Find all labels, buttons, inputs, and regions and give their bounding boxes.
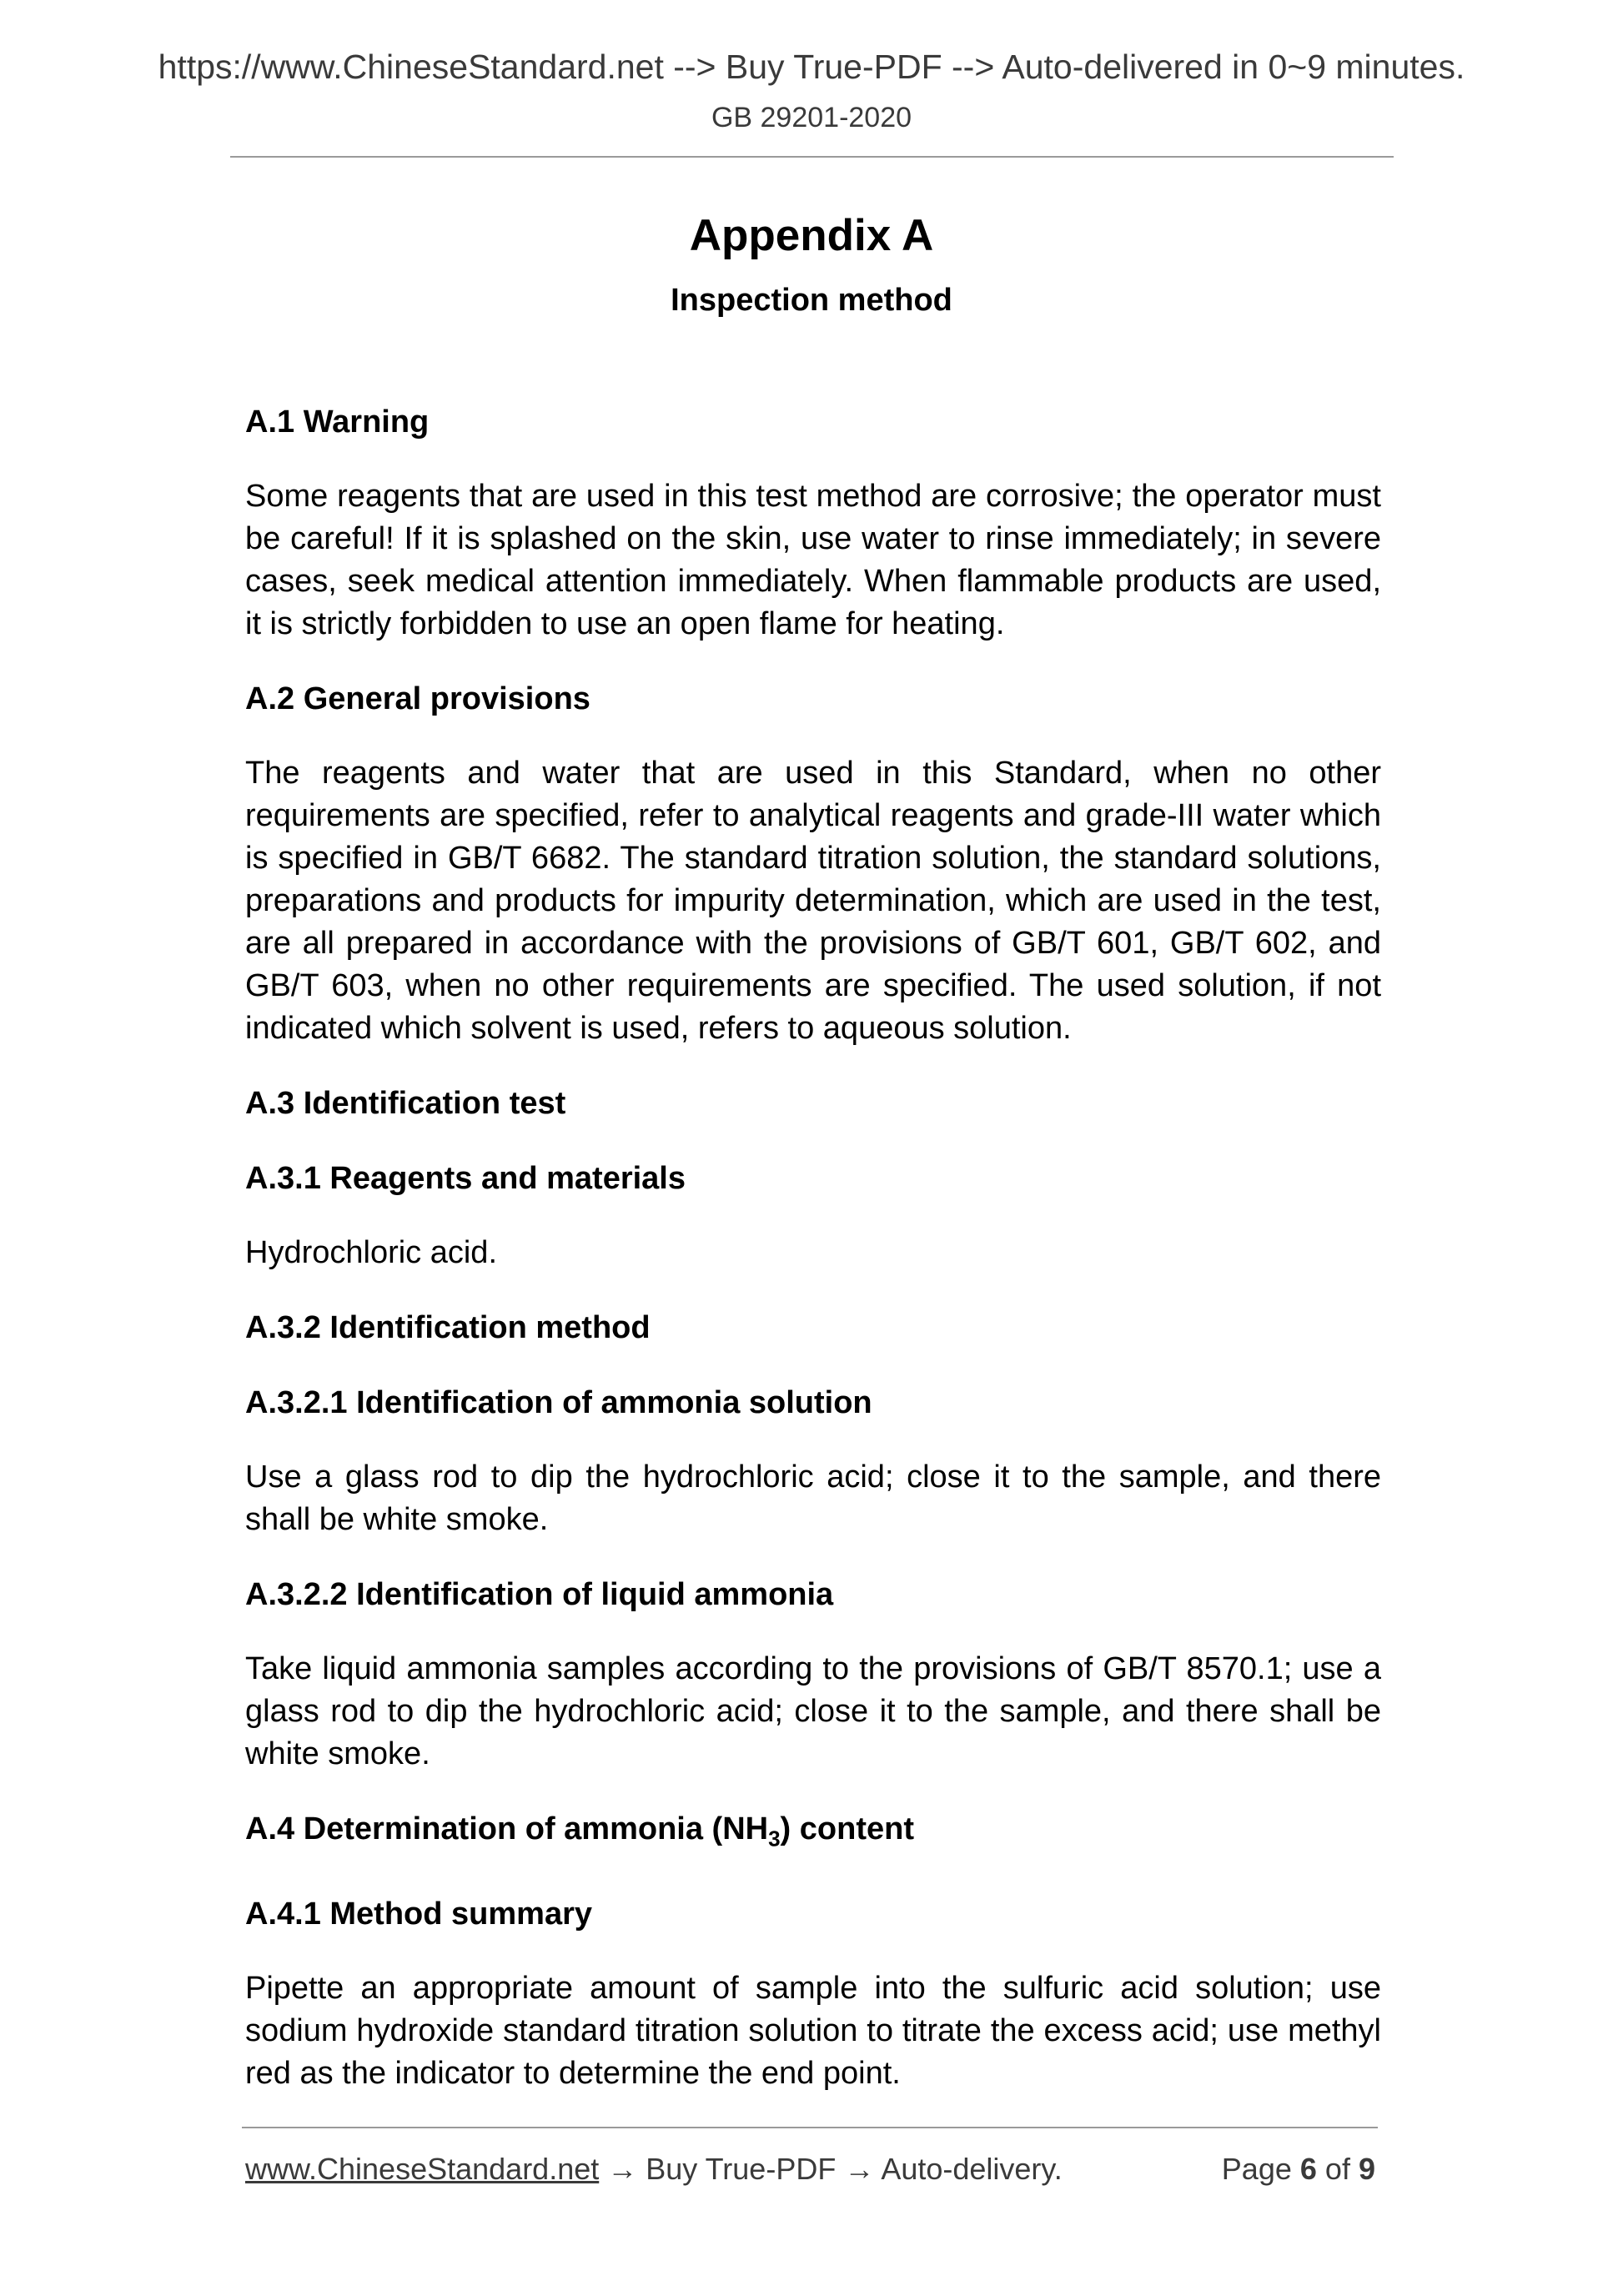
page-current: 6: [1299, 2152, 1317, 2186]
section-text-a3-2-1: Use a glass rod to dip the hydrochloric acid; close it to the sample, and there shall be white smoke.: [245, 1459, 1381, 1537]
document-id: GB 29201-2020: [711, 102, 912, 133]
top-banner[interactable]: https://www.ChineseStandard.net --> Buy True-PDF --> Auto-delivered in 0~9 minutes.: [158, 48, 1465, 86]
section-text-a4-1: Pipette an appropriate amount of sample into the sulfuric acid solution; use sodium hydroxide standard titration solution to titrate the excess acid; use methyl red as the indicator to determine the end point.: [245, 1970, 1381, 2091]
page-indicator: [1222, 2148, 1375, 2190]
section-text-a1: Some reagents that are used in this test method are corrosive; the operator must be careful! If it is splashed on the skin, use water to rinse immediately; in severe cases, seek medical attention immediately. When flammable products are used, it is strictly forbidden to use an open flame for heating.: [245, 479, 1381, 641]
header-divider: [230, 156, 1394, 158]
section-text-a2: The reagents and water that are used in this Standard, when no other requirements are specified, refer to analytical reagents and grade-III water which is specified in GB/T 6682. The standard titration solution, the standard solutions, preparations and products for impurity determination, which are used in the test, are all prepared in accordance with the provisions of GB/T 601, GB/T 602, and GB/T 603, when no other requirements are specified. The used solution, if not indicated which solvent is used, refers to aqueous solution.: [245, 756, 1381, 1046]
section-heading-a3-2: A.3.2 Identification method: [245, 1310, 651, 1345]
section-heading-a4-prefix: A.4 Determination of ammonia (NH: [245, 1811, 769, 1846]
section-heading-a4-1: A.4.1 Method summary: [245, 1896, 592, 1932]
section-heading-a2: A.2 General provisions: [245, 681, 590, 716]
document-body: [245, 400, 1381, 2127]
footer-promo: [245, 2148, 1063, 2190]
footer-divider: [242, 2127, 1378, 2128]
footer-site-link[interactable]: www.ChineseStandard.net: [245, 2152, 600, 2186]
footer-tagline: → Buy True-PDF → Auto-delivery.: [599, 2152, 1063, 2186]
section-heading-a3-2-2: A.3.2.2 Identification of liquid ammonia: [245, 1577, 834, 1612]
section-heading-a4-suffix: ) content: [780, 1811, 914, 1846]
section-text-a3-2-2: Take liquid ammonia samples according to the provisions of GB/T 8570.1; use a glass rod to dip the hydrochloric acid; close it to the sample, and there shall be white smoke.: [245, 1651, 1381, 1771]
appendix-subtitle: Inspection method: [671, 283, 952, 318]
page-label: Page: [1221, 2152, 1292, 2186]
page-total: 9: [1358, 2152, 1375, 2186]
ammonia-subscript: 3: [768, 1826, 781, 1851]
section-heading-a3: A.3 Identification test: [245, 1086, 566, 1121]
section-heading-a1: A.1 Warning: [245, 404, 430, 440]
section-heading-a3-2-1: A.3.2.1 Identification of ammonia solution: [245, 1385, 872, 1420]
appendix-title: Appendix A: [689, 211, 934, 260]
section-text-a3-1: Hydrochloric acid.: [245, 1235, 497, 1270]
section-heading-a4: [245, 1807, 1381, 1861]
section-heading-a3-1: A.3.1 Reagents and materials: [245, 1161, 686, 1196]
page-of-label: of: [1324, 2152, 1350, 2186]
